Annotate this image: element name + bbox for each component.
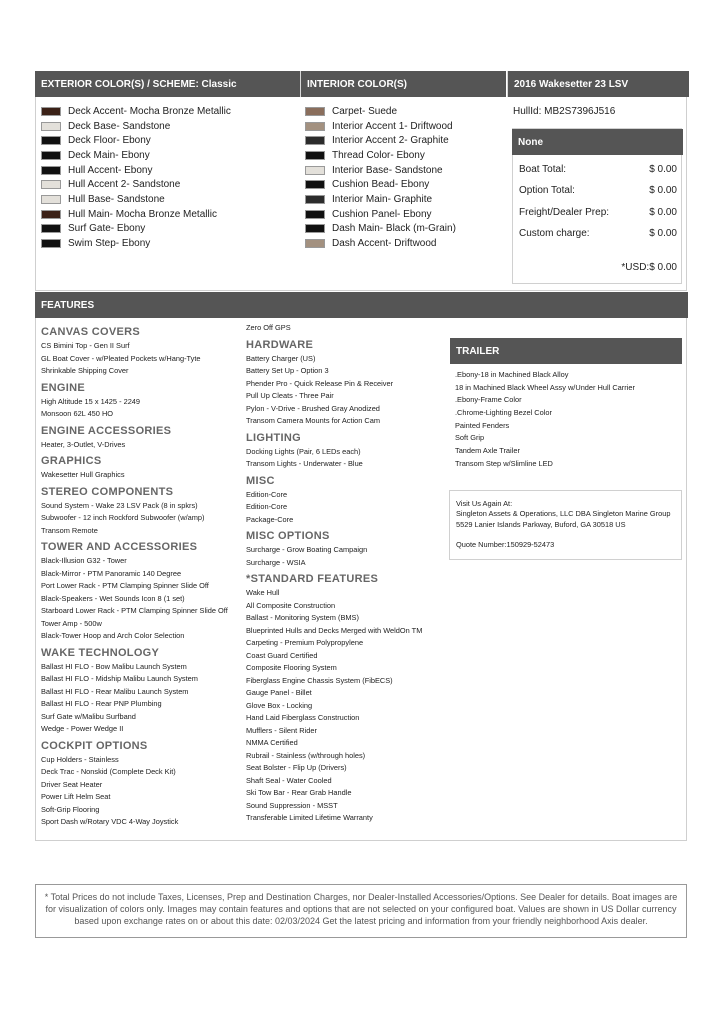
feature-item: Ballast - Monitoring System (BMS) xyxy=(246,613,359,622)
feature-item: Phender Pro - Quick Release Pin & Receiver xyxy=(246,378,394,388)
feature-item: Transom Lights - Underwater - Blue xyxy=(246,459,363,468)
price-value: $ 0.00 xyxy=(649,207,677,218)
trailer-item: Soft Grip xyxy=(455,433,485,443)
feature-item: Monsoon 62L 450 HO xyxy=(41,409,114,418)
price-value: $ 0.00 xyxy=(649,164,677,175)
feature-item: Starboard Lower Rack - PTM Clamping Spinner Slide Off xyxy=(41,606,228,615)
color-label: Interior Base- Sandstone xyxy=(332,164,443,176)
price-summary xyxy=(512,128,682,284)
color-row xyxy=(305,104,456,119)
color-row xyxy=(305,163,456,178)
color-label: Interior Accent 1- Driftwood xyxy=(332,120,453,132)
feature-item: Rubrail - Stainless (w/through holes) xyxy=(246,750,366,760)
color-row xyxy=(305,148,456,163)
color-swatch xyxy=(41,122,61,131)
feature-item: Black-Tower Hoop and Arch Color Selection xyxy=(41,631,185,640)
color-swatch xyxy=(305,166,325,175)
color-label: Dash Main- Black (m-Grain) xyxy=(332,223,456,235)
feature-item: Shaft Seal - Water Cooled xyxy=(246,775,332,785)
color-swatch xyxy=(41,151,61,160)
price-label: Boat Total: xyxy=(519,164,567,175)
trailer-item: .Ebony-18 in Machined Black Alloy xyxy=(455,370,569,379)
feature-item: Transom Camera Mounts for Action Cam xyxy=(246,416,381,425)
color-row xyxy=(305,177,456,192)
feature-category: *STANDARD FEATURES xyxy=(246,573,379,585)
feature-item: Wake Hull xyxy=(246,588,280,597)
trailer-item: .Chrome-Lighting Bezel Color xyxy=(455,408,552,418)
color-label: Carpet- Suede xyxy=(332,105,398,117)
color-row xyxy=(305,236,456,251)
feature-item: Sound Suppression - MSST xyxy=(246,800,338,810)
exterior-colors-header: EXTERIOR COLOR(S) / SCHEME: Classic xyxy=(35,71,300,97)
color-row xyxy=(41,192,231,207)
dealer-line: Visit Us Again At: xyxy=(456,499,513,508)
color-label: Surf Gate- Ebony xyxy=(68,223,146,235)
feature-category: ENGINE xyxy=(41,381,85,394)
feature-item: High Altitude 15 x 1425 - 2249 xyxy=(41,396,141,406)
features-column-middle xyxy=(246,322,451,825)
color-swatch xyxy=(41,180,61,189)
feature-item: Blueprinted Hulls and Decks Merged with WeldOn TM xyxy=(246,625,423,635)
color-row xyxy=(305,222,456,237)
color-swatch xyxy=(305,151,325,160)
color-row xyxy=(41,163,231,178)
feature-category: MISC xyxy=(246,474,275,487)
feature-category: CANVAS COVERS xyxy=(41,326,141,338)
feature-item: Heater, 3-Outlet, V-Drives xyxy=(41,439,126,449)
trailer-item: Transom Step w/Slimline LED xyxy=(455,458,553,468)
color-swatch xyxy=(305,239,325,248)
feature-item: Edition-Core xyxy=(246,489,288,499)
color-swatch xyxy=(41,195,61,204)
feature-item: Pylon - V-Drive - Brushed Gray Anodized xyxy=(246,403,380,413)
interior-color-list xyxy=(305,104,456,251)
feature-item: GL Boat Cover - w/Pleated Pockets w/Hang-Tyte xyxy=(41,353,201,363)
disclaimer: * Total Prices do not include Taxes, Licenses, Prep and Destination Charges, nor Dealer-Installed Accessories/Options. See Dealer for details. Boat images are for visualization of colors only. Images may contain features and options that are not selected on your configured boat. Values are shown in US Dollar currency based upon exchange rates on or about this date: 02/03/2024 Get the latest pricing and information from your friendly neighborhood Axis dealer. xyxy=(35,884,687,938)
feature-category: LIGHTING xyxy=(246,431,301,444)
feature-item: Composite Flooring System xyxy=(246,663,337,672)
price-row xyxy=(519,164,677,175)
dealer-info xyxy=(449,490,682,560)
color-row xyxy=(305,207,456,222)
color-row xyxy=(305,133,456,148)
color-label: Thread Color- Ebony xyxy=(332,149,425,161)
price-label: Custom charge: xyxy=(519,228,590,239)
color-scheme-panel xyxy=(35,71,687,291)
features-header: FEATURES xyxy=(35,292,688,318)
hull-id: HullId: MB2S7396J516 xyxy=(513,106,616,117)
feature-item: Sport Dash w/Rotary VDC 4-Way Joystick xyxy=(41,817,179,826)
color-swatch xyxy=(305,122,325,131)
feature-item: Battery Set Up - Option 3 xyxy=(246,366,329,375)
color-row xyxy=(41,222,231,237)
color-row xyxy=(41,207,231,222)
dealer-line: 5529 Lanier Islands Parkway, Buford, GA 30518 US xyxy=(456,519,626,529)
feature-category: HARDWARE xyxy=(246,338,314,351)
feature-category: WAKE TECHNOLOGY xyxy=(41,646,160,659)
price-row xyxy=(519,207,677,218)
feature-item: Ballast HI FLO - Rear Malibu Launch System xyxy=(41,686,189,696)
color-label: Cushion Bead- Ebony xyxy=(332,179,430,191)
feature-item: CS Bimini Top - Gen II Surf xyxy=(41,341,130,350)
feature-item: Gauge Panel - Billet xyxy=(246,688,312,697)
feature-item: Black-Mirror - PTM Panoramic 140 Degree xyxy=(41,568,182,578)
feature-item: Ballast HI FLO - Midship Malibu Launch System xyxy=(41,674,198,683)
color-row xyxy=(41,119,231,134)
feature-category: COCKPIT OPTIONS xyxy=(41,739,148,752)
feature-item: Surf Gate w/Malibu Surfband xyxy=(41,711,136,721)
feature-item: Hand Laid Fiberglass Construction xyxy=(246,713,360,722)
color-label: Interior Main- Graphite xyxy=(332,193,433,205)
feature-item: Soft-Grip Flooring xyxy=(41,804,100,814)
feature-item: All Composite Construction xyxy=(246,600,336,610)
feature-category: MISC OPTIONS xyxy=(246,530,330,542)
color-row xyxy=(41,104,231,119)
feature-category: TOWER AND ACCESSORIES xyxy=(41,541,198,553)
color-row xyxy=(41,148,231,163)
feature-item: Wedge - Power Wedge II xyxy=(41,724,124,733)
color-label: Deck Accent- Mocha Bronze Metallic xyxy=(68,105,231,117)
feature-item: Power Lift Helm Seat xyxy=(41,792,111,801)
feature-item: Carpeting - Premium Polypropylene xyxy=(246,638,364,647)
feature-item: Ballast HI FLO - Bow Malibu Launch System xyxy=(41,661,187,671)
color-swatch xyxy=(41,166,61,175)
color-swatch xyxy=(305,224,325,233)
color-swatch xyxy=(41,107,61,116)
color-label: Hull Base- Sandstone xyxy=(68,193,165,205)
color-row xyxy=(41,133,231,148)
feature-item: Fiberglass Engine Chassis System (FibECS) xyxy=(246,675,393,685)
color-row xyxy=(305,119,456,134)
feature-item: Cup Holders - Stainless xyxy=(41,754,119,764)
interior-colors-header: INTERIOR COLOR(S) xyxy=(300,71,506,97)
color-swatch xyxy=(305,180,325,189)
trailer-header: TRAILER xyxy=(450,338,682,364)
color-label: Cushion Panel- Ebony xyxy=(332,208,432,220)
color-label: Dash Accent- Driftwood xyxy=(332,238,437,250)
color-label: Hull Main- Mocha Bronze Metallic xyxy=(68,208,217,220)
price-value: $ 0.00 xyxy=(649,185,677,196)
dealer-line: Singleton Assets & Operations, LLC DBA Singleton Marine Group xyxy=(456,509,671,519)
color-swatch xyxy=(41,224,61,233)
exterior-color-list xyxy=(41,104,231,251)
feature-item: Edition-Core xyxy=(246,502,288,511)
quote-number: Quote Number:150929-52473 xyxy=(456,540,555,550)
color-label: Hull Accent- Ebony xyxy=(68,164,153,176)
color-label: Interior Accent 2- Graphite xyxy=(332,135,449,147)
feature-item: Transom Remote xyxy=(41,525,98,535)
color-swatch xyxy=(305,136,325,145)
feature-item: Package-Core xyxy=(246,514,294,524)
feature-item: Mufflers - Silent Rider xyxy=(246,725,317,735)
feature-item: Driver Seat Heater xyxy=(41,779,103,789)
color-row xyxy=(305,192,456,207)
feature-item: Zero Off GPS xyxy=(246,323,291,332)
color-label: Swim Step- Ebony xyxy=(68,238,151,250)
color-label: Deck Base- Sandstone xyxy=(68,120,171,132)
color-swatch xyxy=(41,136,61,145)
feature-item: Transferable Limited Lifetime Warranty xyxy=(246,813,373,822)
color-row xyxy=(41,236,231,251)
feature-item: NMMA Certified xyxy=(246,738,298,747)
color-swatch xyxy=(305,195,325,204)
feature-item: Black-Speakers - Wet Sounds Icon 8 (1 set) xyxy=(41,593,185,603)
boat-model-header: 2016 Wakesetter 23 LSV xyxy=(507,71,689,97)
features-panel xyxy=(35,292,687,841)
feature-item: Pull Up Cleats - Three Pair xyxy=(246,391,334,400)
feature-category: GRAPHICS xyxy=(41,455,102,467)
usd-total: *USD:$ 0.00 xyxy=(621,262,677,273)
feature-item: Battery Charger (US) xyxy=(246,353,316,363)
feature-item: Ballast HI FLO - Rear PNP Plumbing xyxy=(41,699,162,708)
color-label: Deck Floor- Ebony xyxy=(68,135,151,147)
feature-item: Sound System - Wake 23 LSV Pack (8 in spkrs) xyxy=(41,500,198,510)
price-value: $ 0.00 xyxy=(649,228,677,239)
feature-item: Seat Bolster - Flip Up (Drivers) xyxy=(246,763,347,772)
feature-item: Ski Tow Bar - Rear Grab Handle xyxy=(246,788,352,797)
feature-item: Glove Box - Locking xyxy=(246,700,313,710)
price-row xyxy=(519,185,677,196)
color-label: Hull Accent 2- Sandstone xyxy=(68,179,181,191)
feature-item: Port Lower Rack - PTM Clamping Spinner Slide Off xyxy=(41,581,209,590)
color-swatch xyxy=(41,210,61,219)
feature-item: Shrinkable Shipping Cover xyxy=(41,366,129,375)
feature-item: Tower Amp - 500w xyxy=(41,618,102,628)
color-swatch xyxy=(41,239,61,248)
features-column-left xyxy=(41,322,246,829)
feature-category: ENGINE ACCESSORIES xyxy=(41,424,172,437)
color-swatch xyxy=(305,210,325,219)
feature-category: STEREO COMPONENTS xyxy=(41,485,174,498)
trailer-list xyxy=(455,369,635,471)
color-label: Deck Main- Ebony xyxy=(68,149,150,161)
feature-item: Deck Trac - Nonskid (Complete Deck Kit) xyxy=(41,767,176,776)
trailer-item: .Ebony-Frame Color xyxy=(455,395,522,405)
feature-item: Docking Lights (Pair, 6 LEDs each) xyxy=(246,446,361,456)
trailer-item: Painted Fenders xyxy=(455,420,510,430)
feature-item: Coast Guard Certified xyxy=(246,650,318,660)
color-swatch xyxy=(305,107,325,116)
color-row xyxy=(41,177,231,192)
price-row xyxy=(519,228,677,239)
trailer-item: 18 in Machined Black Wheel Assy w/Under Hull Carrier xyxy=(455,382,635,392)
trailer-item: Tandem Axle Trailer xyxy=(455,446,520,456)
package-header: None xyxy=(512,129,683,155)
feature-item: Surcharge - Grow Boating Campaign xyxy=(246,545,368,554)
price-label: Freight/Dealer Prep: xyxy=(519,207,610,218)
feature-item: Surcharge - WSIA xyxy=(246,557,306,567)
price-label: Option Total: xyxy=(519,185,575,196)
feature-item: Subwoofer - 12 inch Rockford Subwoofer (w/amp) xyxy=(41,513,205,522)
feature-item: Wakesetter Hull Graphics xyxy=(41,470,125,479)
feature-item: Black-Illusion G32 - Tower xyxy=(41,556,127,565)
